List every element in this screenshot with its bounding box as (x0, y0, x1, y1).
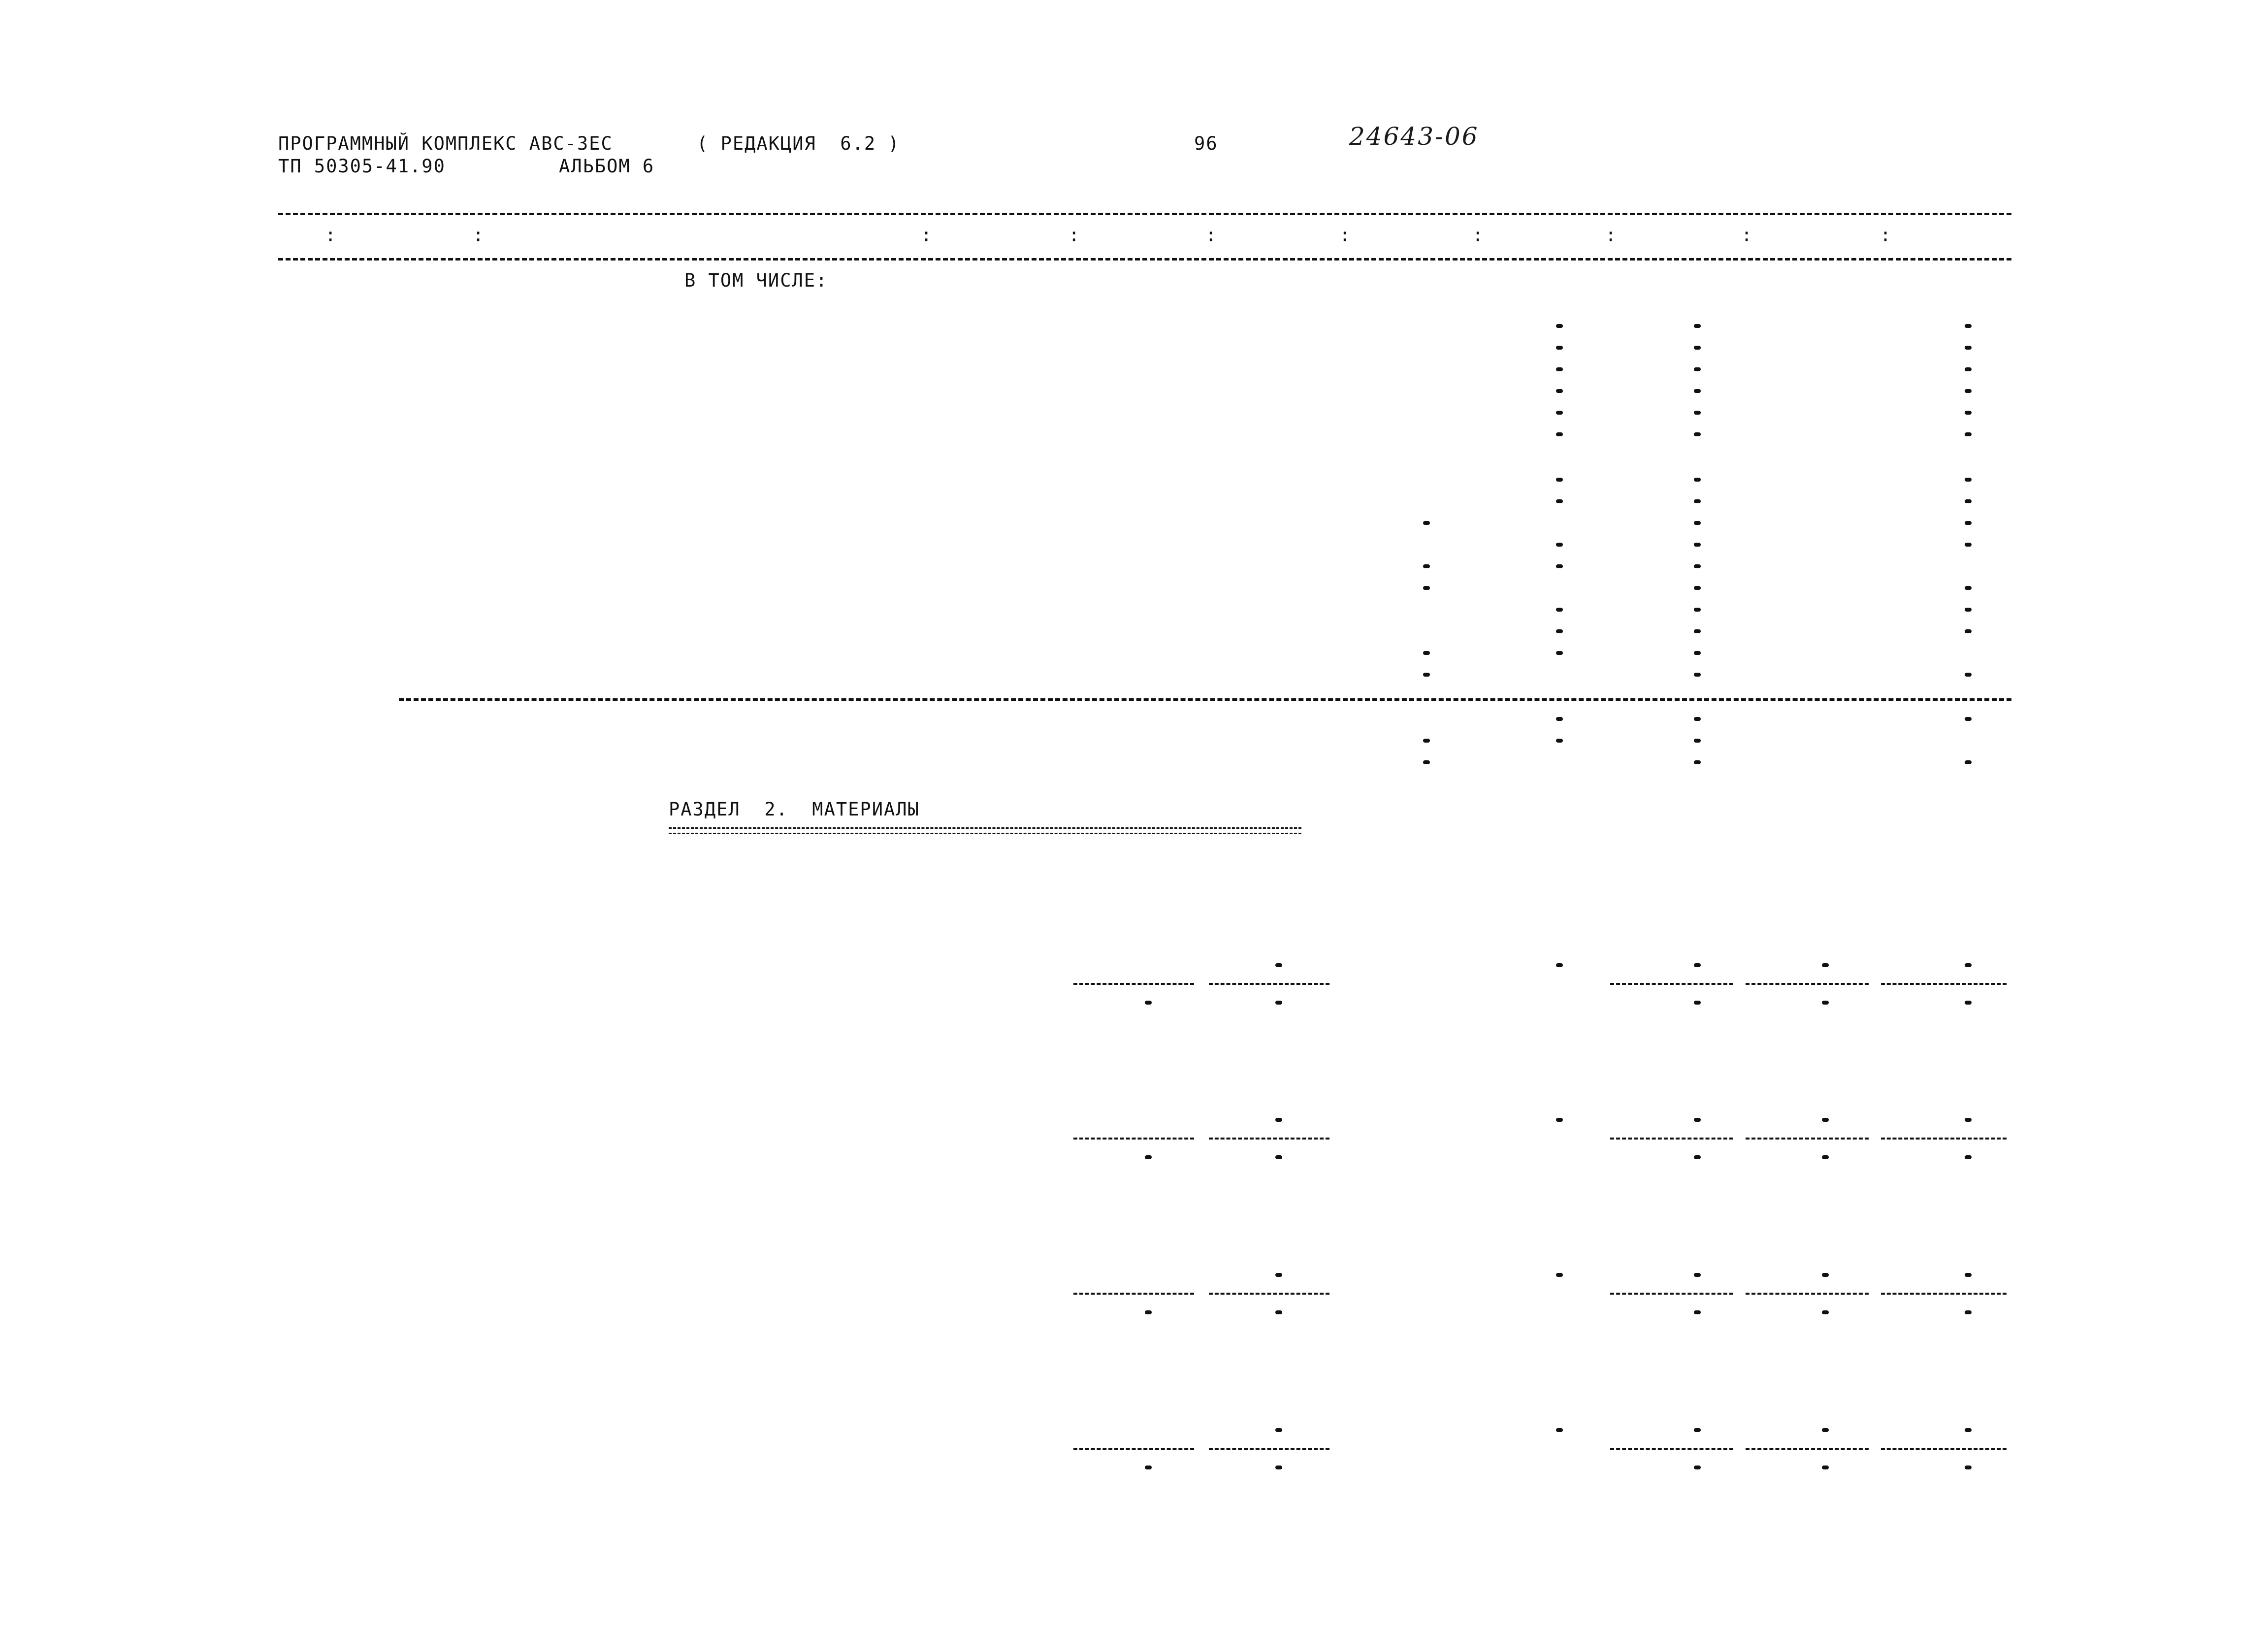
column-separator: : (473, 225, 485, 246)
empty-cell-mark (1965, 367, 1972, 371)
column-separator: : (1205, 225, 1218, 246)
column-separator: : (1605, 225, 1618, 246)
empty-cell-mark (1965, 1466, 1972, 1469)
empty-cell-mark (1423, 739, 1430, 743)
col11-cell-rule (1881, 1448, 2007, 1450)
empty-cell-mark (1822, 1273, 1829, 1277)
column-separator: : (1741, 225, 1753, 246)
price-cell-rule (1073, 1293, 1194, 1295)
col10-cell-rule (1746, 1448, 1869, 1450)
col10-cell-rule (1746, 1138, 1869, 1140)
empty-cell-mark (1694, 432, 1701, 436)
empty-cell-mark (1965, 1310, 1972, 1314)
empty-cell-mark (1145, 1001, 1152, 1005)
price-cell-rule (1073, 983, 1194, 985)
empty-cell-mark (1965, 673, 1972, 677)
empty-cell-mark (1694, 564, 1701, 568)
empty-cell-mark (1965, 1273, 1972, 1277)
empty-cell-mark (1423, 651, 1430, 655)
empty-cell-mark (1965, 521, 1972, 525)
empty-cell-mark (1556, 564, 1563, 568)
empty-cell-mark (1556, 543, 1563, 547)
col11-cell-rule (1881, 1138, 2007, 1140)
col6-cell-rule (1209, 983, 1329, 985)
empty-cell-mark (1965, 432, 1972, 436)
empty-cell-mark (1694, 543, 1701, 547)
summary-heading: В ТОМ ЧИСЛЕ: (684, 270, 828, 291)
empty-cell-mark (1965, 717, 1972, 721)
empty-cell-mark (1822, 1466, 1829, 1469)
empty-cell-mark (1694, 717, 1701, 721)
empty-cell-mark (1275, 1273, 1282, 1277)
project-number: ТП 50305-41.90 (278, 156, 446, 177)
empty-cell-mark (1694, 346, 1701, 350)
empty-cell-mark (1694, 499, 1701, 503)
empty-cell-mark (1556, 739, 1563, 743)
empty-cell-mark (1275, 1466, 1282, 1469)
empty-cell-mark (1965, 346, 1972, 350)
col10-cell-rule (1746, 983, 1869, 985)
col6-cell-rule (1209, 1293, 1329, 1295)
empty-cell-mark (1145, 1466, 1152, 1469)
program-name: ПРОГРАММНЫЙ КОМПЛЕКС АВС-3ЕС (278, 133, 613, 154)
empty-cell-mark (1694, 629, 1701, 633)
empty-cell-mark (1423, 586, 1430, 590)
empty-cell-mark (1694, 586, 1701, 590)
header-bottom-rule (278, 258, 2011, 261)
empty-cell-mark (1965, 1001, 1972, 1005)
album-label: АЛЬБОМ 6 (559, 156, 655, 177)
col9-cell-rule (1610, 983, 1733, 985)
empty-cell-mark (1556, 411, 1563, 415)
empty-cell-mark (1556, 629, 1563, 633)
empty-cell-mark (1694, 1001, 1701, 1005)
empty-cell-mark (1822, 1001, 1829, 1005)
empty-cell-mark (1694, 651, 1701, 655)
handwritten-doc-number: 24643-06 (1349, 122, 1479, 151)
empty-cell-mark (1694, 739, 1701, 743)
empty-cell-mark (1965, 963, 1972, 967)
empty-cell-mark (1822, 1428, 1829, 1432)
col11-cell-rule (1881, 983, 2007, 985)
empty-cell-mark (1275, 1118, 1282, 1122)
empty-cell-mark (1965, 586, 1972, 590)
column-separator: : (921, 225, 933, 246)
empty-cell-mark (1694, 963, 1701, 967)
col10-cell-rule (1746, 1293, 1869, 1295)
empty-cell-mark (1275, 1428, 1282, 1432)
empty-cell-mark (1965, 1428, 1972, 1432)
col11-cell-rule (1881, 1293, 2007, 1295)
totals-rule (399, 698, 2011, 701)
empty-cell-mark (1556, 1428, 1563, 1432)
empty-cell-mark (1275, 1001, 1282, 1005)
empty-cell-mark (1556, 499, 1563, 503)
empty-cell-mark (1694, 760, 1701, 764)
empty-cell-mark (1556, 963, 1563, 967)
empty-cell-mark (1694, 1118, 1701, 1122)
empty-cell-mark (1965, 389, 1972, 393)
empty-cell-mark (1694, 1155, 1701, 1159)
empty-cell-mark (1694, 324, 1701, 328)
empty-cell-mark (1556, 651, 1563, 655)
empty-cell-mark (1965, 760, 1972, 764)
empty-cell-mark (1965, 543, 1972, 547)
empty-cell-mark (1965, 499, 1972, 503)
column-separator: : (1339, 225, 1352, 246)
empty-cell-mark (1556, 478, 1563, 482)
empty-cell-mark (1556, 389, 1563, 393)
empty-cell-mark (1275, 963, 1282, 967)
empty-cell-mark (1275, 1155, 1282, 1159)
col9-cell-rule (1610, 1293, 1733, 1295)
column-separator: : (325, 225, 337, 246)
price-cell-rule (1073, 1138, 1194, 1140)
empty-cell-mark (1694, 1273, 1701, 1277)
column-separator: : (1880, 225, 1892, 246)
column-separator: : (1069, 225, 1081, 246)
empty-cell-mark (1694, 389, 1701, 393)
empty-cell-mark (1965, 1155, 1972, 1159)
empty-cell-mark (1694, 411, 1701, 415)
edition-label: ( РЕДАКЦИЯ 6.2 ) (697, 133, 900, 154)
empty-cell-mark (1694, 608, 1701, 612)
col6-cell-rule (1209, 1138, 1329, 1140)
empty-cell-mark (1965, 608, 1972, 612)
page-number: 96 (1194, 133, 1218, 154)
empty-cell-mark (1556, 324, 1563, 328)
empty-cell-mark (1423, 673, 1430, 677)
col9-cell-rule (1610, 1138, 1733, 1140)
empty-cell-mark (1965, 411, 1972, 415)
empty-cell-mark (1556, 346, 1563, 350)
empty-cell-mark (1965, 629, 1972, 633)
empty-cell-mark (1965, 1118, 1972, 1122)
empty-cell-mark (1694, 478, 1701, 482)
empty-cell-mark (1965, 478, 1972, 482)
empty-cell-mark (1556, 1118, 1563, 1122)
empty-cell-mark (1965, 324, 1972, 328)
empty-cell-mark (1694, 1466, 1701, 1469)
empty-cell-mark (1556, 367, 1563, 371)
empty-cell-mark (1694, 673, 1701, 677)
empty-cell-mark (1822, 963, 1829, 967)
empty-cell-mark (1822, 1155, 1829, 1159)
empty-cell-mark (1694, 1310, 1701, 1314)
empty-cell-mark (1145, 1310, 1152, 1314)
column-separator: : (1472, 225, 1485, 246)
col9-cell-rule (1610, 1448, 1733, 1450)
empty-cell-mark (1423, 521, 1430, 525)
empty-cell-mark (1556, 717, 1563, 721)
empty-cell-mark (1822, 1118, 1829, 1122)
empty-cell-mark (1822, 1310, 1829, 1314)
empty-cell-mark (1556, 432, 1563, 436)
empty-cell-mark (1275, 1310, 1282, 1314)
empty-cell-mark (1423, 564, 1430, 568)
empty-cell-mark (1145, 1155, 1152, 1159)
empty-cell-mark (1423, 760, 1430, 764)
price-cell-rule (1073, 1448, 1194, 1450)
header-top-rule (278, 213, 2011, 215)
empty-cell-mark (1556, 1273, 1563, 1277)
empty-cell-mark (1556, 608, 1563, 612)
empty-cell-mark (1694, 521, 1701, 525)
section-title-underline (669, 827, 1301, 834)
col6-cell-rule (1209, 1448, 1329, 1450)
empty-cell-mark (1694, 367, 1701, 371)
empty-cell-mark (1694, 1428, 1701, 1432)
section-title: РАЗДЕЛ 2. МАТЕРИАЛЫ (669, 799, 920, 820)
